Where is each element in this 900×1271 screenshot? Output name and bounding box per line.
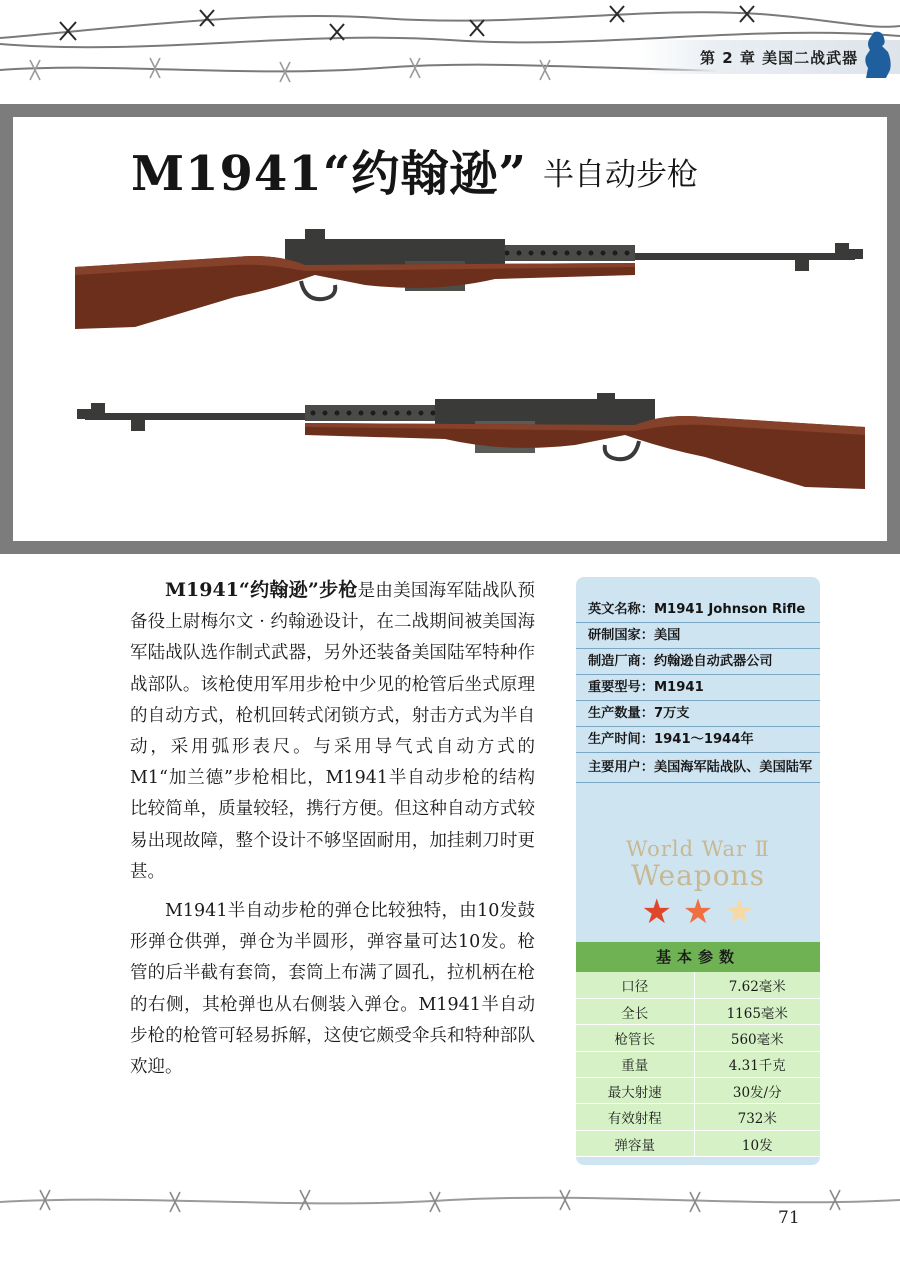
title-frame xyxy=(0,104,900,554)
star-icon: ★ xyxy=(682,892,714,932)
rating-stars xyxy=(576,894,820,930)
basic-params-table xyxy=(576,972,820,1157)
page-number: 71 xyxy=(778,1208,800,1228)
rifle-image-left-side xyxy=(75,379,865,519)
paragraph-2: M1941半自动步枪的弹仓比较独特，由10发鼓形弹仓供弹，弹仓为半圆形，弹容量可达10发。枪管的后半截有套筒，套筒上布满了圆孔，拉机柄在枪的右侧，其枪弹也从右侧装入弹仓。M1941半自动步枪的枪管可轻易拆解，这使它颇受伞兵和特种部队欢迎。 xyxy=(130,901,535,1078)
world-war-weapons-logo xyxy=(576,837,820,930)
barbed-wire-footer xyxy=(0,1180,900,1230)
table-row: 重量 4.31千克 xyxy=(576,1051,820,1077)
article-body xyxy=(130,575,535,1091)
basic-params-header: 基本参数 xyxy=(576,942,820,972)
table-row: 弹容量 10发 xyxy=(576,1130,820,1156)
spec-row: 生产时间：1941～1944年 xyxy=(576,727,820,753)
lead-term: M1941“约翰逊”步枪 xyxy=(165,579,358,601)
spec-row: 重要型号：M1941 xyxy=(576,675,820,701)
logo-line-2: Weapons xyxy=(631,859,765,892)
soldier-silhouette-icon xyxy=(860,30,894,80)
spec-row: 生产数量：7万支 xyxy=(576,701,820,727)
logo-line-1: World War Ⅱ xyxy=(626,837,770,861)
table-row: 枪管长 560毫米 xyxy=(576,1025,820,1051)
table-row: 有效射程 732米 xyxy=(576,1104,820,1130)
table-row: 口径 7.62毫米 xyxy=(576,972,820,998)
rifle-image-right-side xyxy=(75,209,865,349)
spec-list xyxy=(576,577,820,783)
title-frame-inner xyxy=(13,117,887,541)
spec-row: 制造厂商：约翰逊自动武器公司 xyxy=(576,649,820,675)
spec-row: 研制国家：美国 xyxy=(576,623,820,649)
spec-panel xyxy=(576,577,820,1165)
paragraph-1 xyxy=(130,575,535,888)
spec-row: 英文名称：M1941 Johnson Rifle xyxy=(576,597,820,623)
spec-row: 主要用户：美国海军陆战队、美国陆军 xyxy=(576,753,820,783)
paragraph-1-text: 是由美国海军陆战队预备役上尉梅尔文 · 约翰逊设计，在二战期间被美国海军陆战队选作制式武器，另外还装备美国陆军特种作战部队。该枪使用军用步枪中少见的枪管后坐式原理的自动方式，枪机回转式闭锁方式，射击方式为半自动，采用弧形表尺。与采用导气式自动方式的M1“加兰德”步枪相比，M1941半自动步枪的结构比较简单，质量较轻，携行方便。但这种自动方式较易出现故障，整个设计不够坚固耐用，加挂刺刀时更甚。 xyxy=(130,581,535,882)
table-row: 最大射速 30发/分 xyxy=(576,1078,820,1104)
page-title: M1941“约翰逊” xyxy=(131,146,527,202)
table-row: 全长 1165毫米 xyxy=(576,998,820,1024)
page-subtitle: 半自动步枪 xyxy=(543,157,698,193)
star-icon: ★ xyxy=(641,892,672,932)
star-icon: ★ xyxy=(724,892,755,932)
chapter-label: 第 2 章 美国二战武器 xyxy=(700,48,859,67)
